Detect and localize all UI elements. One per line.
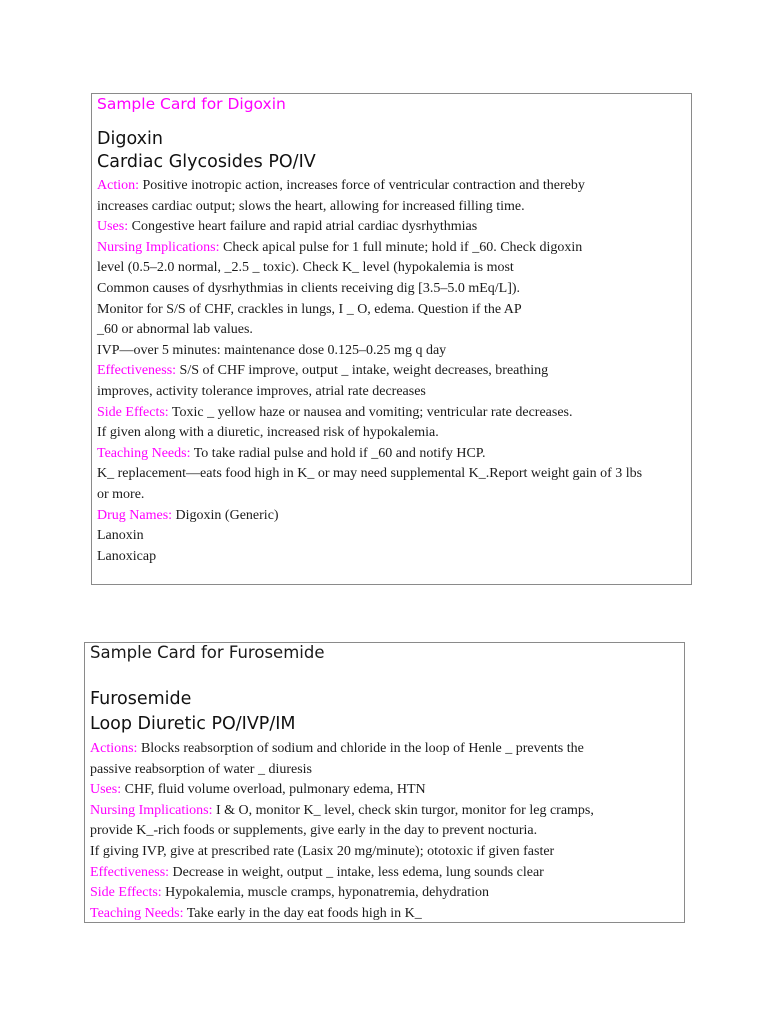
field-text: Monitor for S/S of CHF, crackles in lungs, I _ O, edema. Question if the AP <box>97 301 522 317</box>
card-line <box>90 904 680 925</box>
card-line <box>97 279 687 300</box>
drug-class: Loop Diuretic PO/IVP/IM <box>90 714 296 734</box>
drug-name: Furosemide <box>90 689 192 709</box>
field-text: If given along with a diuretic, increased risk of hypokalemia. <box>97 425 439 441</box>
card-line <box>90 780 680 801</box>
field-label: Effectiveness: <box>97 363 177 379</box>
field-text: or more. <box>97 486 145 502</box>
field-label: Uses: <box>97 219 129 235</box>
field-text: Toxic _ yellow haze or nausea and vomiting; ventricular rate decreases. <box>168 404 573 420</box>
drug-name: Digoxin <box>97 129 163 149</box>
card-line <box>90 760 680 781</box>
field-text: improves, activity tolerance improves, atrial rate decreases <box>97 383 426 399</box>
field-text: _60 or abnormal lab values. <box>97 322 253 338</box>
digoxin-card <box>91 93 692 585</box>
field-label: Teaching Needs: <box>97 445 191 461</box>
card-line <box>97 485 687 506</box>
field-label: Actions: <box>90 741 138 756</box>
field-label: Action: <box>97 178 139 193</box>
field-text: Common causes of dysrhythmias in clients receiving dig [3.5–5.0 mEq/L]). <box>97 280 521 296</box>
furosemide-card <box>84 642 685 923</box>
field-text: Hypokalemia, muscle cramps, hyponatremia, dehydration <box>161 885 490 901</box>
field-text: IVP—over 5 minutes: maintenance dose 0.125–0.25 mg q day <box>97 342 447 358</box>
card-line <box>90 739 680 760</box>
drug-class: Cardiac Glycosides PO/IV <box>97 152 316 172</box>
field-text: Blocks reabsorption of sodium and chloride in the loop of Henle _ prevents the <box>137 741 584 756</box>
field-text: increases cardiac output; slows the heart, allowing for increased filling time. <box>97 198 525 214</box>
field-text: Check apical pulse for 1 full minute; hold if _60. Check digoxin <box>219 239 583 255</box>
field-label: Effectiveness: <box>90 864 170 880</box>
field-text: level (0.5–2.0 normal, _2.5 _ toxic). Check K_ level (hypokalemia is most <box>97 260 514 276</box>
field-label: Uses: <box>90 782 122 798</box>
field-text: Lanoxin <box>97 528 144 544</box>
field-text: Positive inotropic action, increases force of ventricular contraction and thereby <box>139 178 585 193</box>
card-line <box>97 361 687 382</box>
card-line <box>97 382 687 403</box>
field-text: Congestive heart failure and rapid atrial cardiac dysrhythmias <box>128 219 478 235</box>
card-line <box>97 238 687 259</box>
card-body <box>97 176 687 567</box>
card-line <box>97 506 687 527</box>
field-text: Digoxin (Generic) <box>172 507 279 523</box>
field-text: Decrease in weight, output _ intake, less edema, lung sounds clear <box>169 864 544 880</box>
field-label: Drug Names: <box>97 507 173 523</box>
card-line <box>97 444 687 465</box>
card-line <box>90 801 680 822</box>
card-line <box>97 403 687 424</box>
card-line <box>90 821 680 842</box>
card-line <box>97 547 687 568</box>
field-text: To take radial pulse and hold if _60 and notify HCP. <box>190 445 486 461</box>
card-line <box>97 423 687 444</box>
card-heading: Sample Card for Digoxin <box>97 95 286 113</box>
field-text: Take early in the day eat foods high in K_ <box>183 905 422 921</box>
card-line <box>97 176 687 197</box>
card-line <box>97 320 687 341</box>
card-line <box>97 341 687 362</box>
field-label: Side Effects: <box>90 885 162 901</box>
card-line <box>97 258 687 279</box>
card-line <box>90 883 680 904</box>
card-line <box>97 300 687 321</box>
card-line <box>90 863 680 884</box>
card-body <box>90 739 680 924</box>
field-text: passive reabsorption of water _ diuresis <box>90 761 312 777</box>
field-label: Side Effects: <box>97 404 169 420</box>
field-text: S/S of CHF improve, output _ intake, weight decreases, breathing <box>176 363 549 379</box>
card-line <box>90 842 680 863</box>
field-label: Nursing Implications: <box>90 802 213 818</box>
card-line <box>97 197 687 218</box>
card-heading: Sample Card for Furosemide <box>90 643 325 662</box>
card-line <box>97 217 687 238</box>
card-line <box>97 526 687 547</box>
field-text: K_ replacement—eats food high in K_ or may need supplemental K_.Report weight gain of 3 lbs <box>97 466 643 482</box>
field-label: Nursing Implications: <box>97 239 220 255</box>
field-text: I & O, monitor K_ level, check skin turgor, monitor for leg cramps, <box>212 802 594 818</box>
field-text: Lanoxicap <box>97 548 157 564</box>
card-line <box>97 464 687 485</box>
field-label: Teaching Needs: <box>90 905 184 921</box>
field-text: provide K_-rich foods or supplements, give early in the day to prevent nocturia. <box>90 823 538 839</box>
field-text: If giving IVP, give at prescribed rate (Lasix 20 mg/minute); ototoxic if given faster <box>90 843 555 859</box>
field-text: CHF, fluid volume overload, pulmonary edema, HTN <box>121 782 426 798</box>
